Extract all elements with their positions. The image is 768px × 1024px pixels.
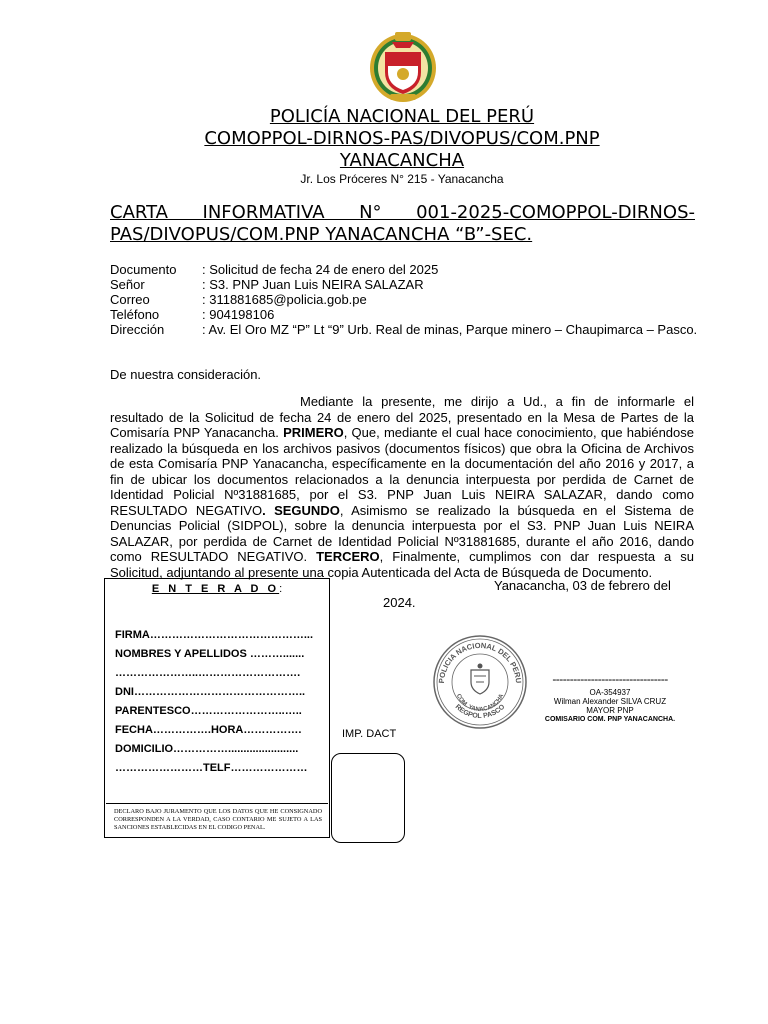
police-seal-icon xyxy=(430,634,530,730)
info-label: Señor xyxy=(110,277,145,292)
body-keyword: . xyxy=(262,502,275,518)
date-year: 2024. xyxy=(383,595,416,610)
fingerprint-box[interactable] xyxy=(331,753,405,843)
dni-field[interactable]: DNI……………………………………….. xyxy=(115,686,306,698)
pnp-emblem-icon xyxy=(368,28,438,104)
info-row-documento xyxy=(110,262,697,277)
seal-bottom-text: REGPOL PASCO xyxy=(453,703,507,721)
fingerprint-label: IMP. DACT xyxy=(342,728,397,740)
info-value: : 311881685@policia.gob.pe xyxy=(202,292,367,307)
signatory-rank: MAYOR PNP xyxy=(586,706,634,715)
body-text: , Asimismo se realizado la búsqueda en el Sistema de Denuncias Policial (SIDPOL), sobre la denuncia interpuesta por el S3. PNP Juan Luis NEIRA SALAZAR, por perdida de Carnet de Identidad Policial Nº31881685, durante el año 2016, dando como RESULTADO NEGATIVO. xyxy=(110,502,695,564)
body-text: , Finalmente, cumplimos con dar respuesta a su Solicitud, adjuntando al presente una copia Autenticada del Acta de Búsqueda de Documento. xyxy=(110,549,694,580)
info-label: Correo xyxy=(110,292,150,307)
fecha-hora-field[interactable]: FECHA…………….HORA……………. xyxy=(115,724,302,736)
letter-body xyxy=(110,394,694,580)
info-row-senor xyxy=(110,277,697,292)
body-text: , Que, mediante el cual hace conocimiento, que habiéndose realizado la búsqueda en los archivos pasivos (documentos físicos) que obra la Oficina de Archivos de esta Comisaría PNP Yanacancha, específicamente en la documentación del año 2016 y 2017, a fin de ubicar los documentos relacionados a la denuncia interpuesta por perdida de Carnet de Identidad Policial Nº31881685, por el S3. PNP Juan Luis NEIRA SALAZAR, dando como RESULTADO NEGATIVO xyxy=(110,425,694,518)
seal-middle-text: COM. YANACANCHA xyxy=(454,693,506,714)
place-date: Yanacancha, 03 de febrero del xyxy=(494,578,671,593)
info-value: : Solicitud de fecha 24 de enero del 2025 xyxy=(202,262,439,277)
telf-field[interactable]: ……………………TELF………………… xyxy=(115,762,308,774)
info-label: Teléfono xyxy=(110,307,160,322)
acknowledgment-box xyxy=(104,578,330,838)
nombres-field[interactable]: NOMBRES Y APELLIDOS ………....... xyxy=(115,648,305,660)
institution-name: POLICÍA NACIONAL DEL PERÚ xyxy=(269,106,535,127)
domicilio-field[interactable]: DOMICILIO……………....................... xyxy=(115,743,299,755)
info-row-direccion xyxy=(110,322,697,337)
signatory-role: COMISARIO COM. PNP YANACANCHA. xyxy=(544,716,676,723)
unit-name: COMOPPOL-DIRNOS-PAS/DIVOPUS/COM.PNP xyxy=(204,128,600,149)
sworn-declaration: DECLARO BAJO JURAMENTO QUE LOS DATOS QUE HE CONSIGNADO CORRESPONDEN A LA VERDAD, CASO CONTARIO ME SUJETO A LAS SANCIONES ESTABLECIDAS EN EL CODIGO PENAL. xyxy=(106,803,328,832)
greeting: De nuestra consideración. xyxy=(110,367,262,382)
info-row-telefono xyxy=(110,307,697,322)
body-keyword: PRIMERO xyxy=(283,425,344,440)
info-block xyxy=(110,262,697,337)
signature-line: --------------------------------- xyxy=(552,672,668,686)
info-value: : S3. PNP Juan Luis NEIRA SALAZAR xyxy=(202,277,424,292)
firma-field[interactable]: FIRMA……………………………………... xyxy=(115,629,313,641)
nombres-continuation-field[interactable]: …………………..………………………. xyxy=(115,667,301,679)
info-label: Dirección xyxy=(110,322,165,337)
body-keyword: SEGUNDO xyxy=(274,502,340,518)
signature-block xyxy=(530,672,690,724)
body-keyword: TERCERO xyxy=(316,549,380,564)
info-value: : Av. El Oro MZ “P” Lt “9” Urb. Real de minas, Parque minero – Chaupimarca – Pasco. xyxy=(202,322,698,337)
document-title: CARTA INFORMATIVA N° 001-2025-COMOPPOL-DIRNOS-PAS/DIVOPUS/COM.PNP YANACANCHA “B”-SEC. xyxy=(110,202,695,245)
unit-location: YANACANCHA xyxy=(339,150,465,171)
info-row-correo xyxy=(110,292,697,307)
institution-address: Jr. Los Próceres N° 215 - Yanacancha xyxy=(300,172,504,186)
enterado-title: E N T E R A D O: xyxy=(151,583,283,595)
body-text: Mediante la presente, me dirijo a Ud., a fin de informarle el resultado de la Solicitud de fecha 24 de enero del 2025, presentado en la Mesa de Partes de la Comisaría PNP Yanacancha. xyxy=(110,394,694,440)
signature-code: OA-354937 xyxy=(589,688,631,697)
seal-top-text: POLICIA NACIONAL DEL PERU xyxy=(436,640,524,684)
info-value: : 904198106 xyxy=(202,307,275,322)
info-label: Documento xyxy=(110,262,177,277)
parentesco-field[interactable]: PARENTESCO……………………..….. xyxy=(115,705,302,717)
signatory-name: Wilman Alexander SILVA CRUZ xyxy=(553,697,667,706)
